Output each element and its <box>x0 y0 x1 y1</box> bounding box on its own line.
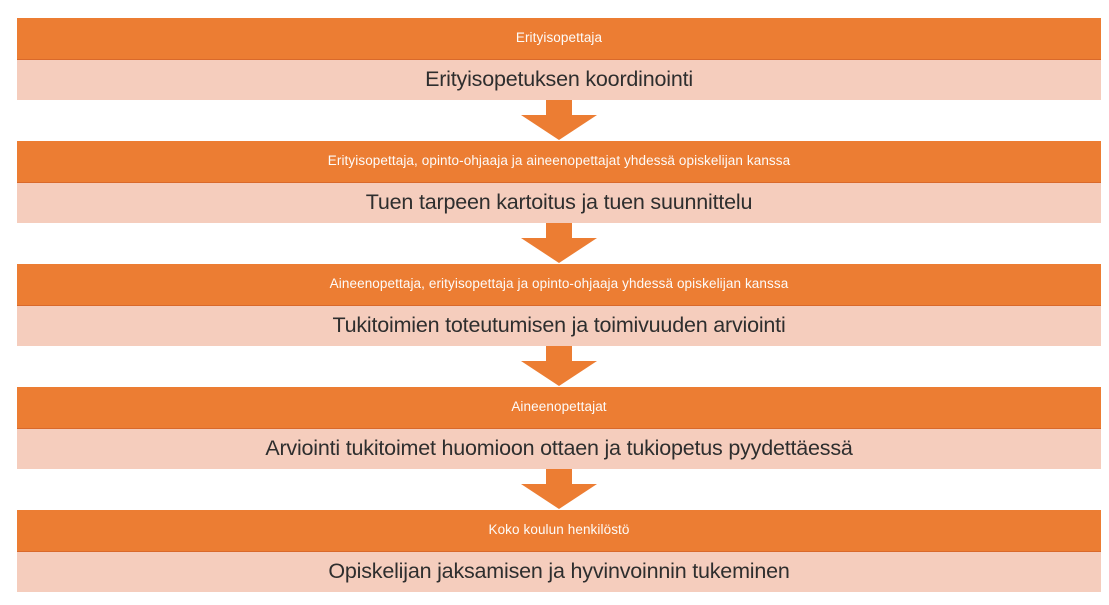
step-role-label: Erityisopettaja, opinto-ohjaaja ja aineenopettajat yhdessä opiskelijan kanssa <box>327 153 791 169</box>
process-step <box>17 141 1101 223</box>
step-action-label: Arviointi tukitoimet huomioon ottaen ja tukiopetus pyydettäessä <box>265 436 853 461</box>
down-arrow-icon <box>17 346 1101 387</box>
step-action-bar <box>17 429 1101 469</box>
step-action-bar <box>17 60 1101 100</box>
step-action-label: Erityisopetuksen koordinointi <box>425 67 693 92</box>
step-role-bar <box>17 510 1101 552</box>
step-action-label: Opiskelijan jaksamisen ja hyvinvoinnin tukeminen <box>328 559 790 584</box>
process-step <box>17 510 1101 592</box>
step-role-bar <box>17 141 1101 183</box>
step-role-label: Koko koulun henkilöstö <box>488 522 630 538</box>
down-arrow-icon <box>17 223 1101 264</box>
step-action-label: Tuen tarpeen kartoitus ja tuen suunnittelu <box>365 190 753 215</box>
step-action-bar <box>17 306 1101 346</box>
process-flow-diagram <box>17 18 1101 592</box>
down-arrow-icon <box>17 469 1101 510</box>
process-step <box>17 387 1101 469</box>
step-role-label: Aineenopettaja, erityisopettaja ja opinto-ohjaaja yhdessä opiskelijan kanssa <box>329 276 789 292</box>
step-role-bar <box>17 264 1101 306</box>
step-action-label: Tukitoimien toteutumisen ja toimivuuden arviointi <box>332 313 786 338</box>
step-action-bar <box>17 183 1101 223</box>
step-role-bar <box>17 387 1101 429</box>
step-role-label: Erityisopettaja <box>515 30 603 46</box>
step-action-bar <box>17 552 1101 592</box>
process-step <box>17 264 1101 346</box>
process-step <box>17 18 1101 100</box>
step-role-label: Aineenopettajat <box>511 399 607 415</box>
step-role-bar <box>17 18 1101 60</box>
down-arrow-icon <box>17 100 1101 141</box>
